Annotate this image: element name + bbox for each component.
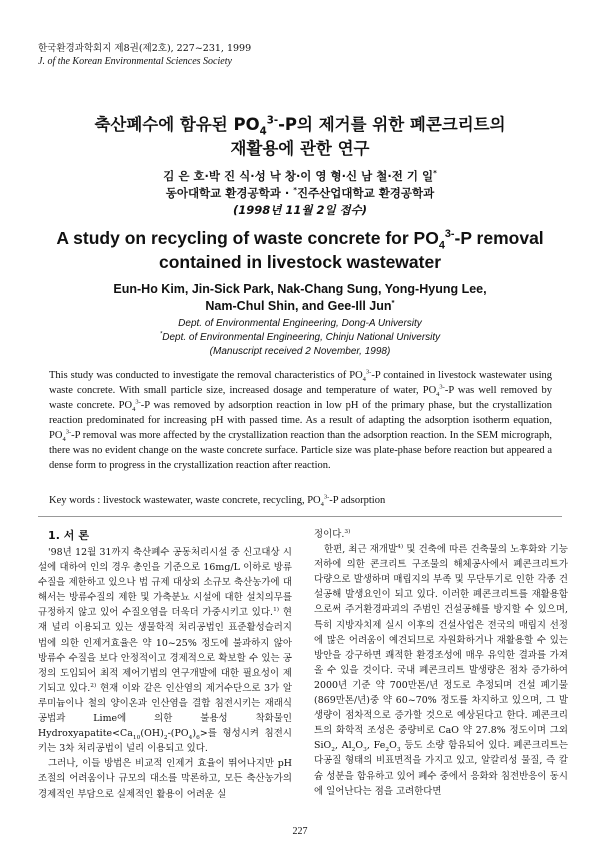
- keywords: Key words : livestock wastewater, waste concrete, recycling, $PO_4^{3-}-P$ adsorption: [49, 493, 386, 509]
- page-number: 227: [292, 826, 308, 837]
- left-column: [38, 527, 292, 802]
- english-authors: Eun-Ho Kim, Jin-Sick Park, Nak-Chang Sung, Yong-Hyung Lee, Nam-Chul Shin, and Gee-Ill Jun*: [113, 282, 487, 313]
- right-column: [314, 527, 568, 799]
- affiliations: Dept. of Environmental Engineering, Dong-A University *Dept. of Environmental Engineering, Chinju National University (Manuscript received 2 November, 1998): [159, 318, 441, 357]
- section-divider: [38, 516, 562, 517]
- paragraph: '98년 12월 31까지 축산폐수 공동처리시설 중 신고대상 시설에 대하여 인의 경우 총인을 기준으로 16mg/L 이하로 방류수질을 제한하고 있으나 법 규제 대상외 소규모 축산농가에 대해서는 방류수질의 제한 및 가축분뇨 시설에 대한 설치의무를 규정하지 않고 있어 수질오염을 더욱더 가중시키고 있다.$^{1)}$ 현재 널리 이용되고 있는 생물학적 처리공법인 표준활성슬러지법에 의한 인제거효율은 약 10~25% 정도에 불과하지 않아 방류수 수질을 보다 안정적이고 경제적으로 확보할 수 있는 공정의 도입되어 최적 제어기법의 연구개발에 대한 필요성이 제기되고 있다.$^{2)}$ 현재 이와 같은 인산염의 제거수단으로 3가 알루미늄이나 철의 양이온과 인산염을 결합 침전시키는 재래식공법과 Lime에 의한 불용성 착화물인 $Hydroxyapatite<Ca_{10}(OH)_2-(PO_4)_6>$를 형성시켜 침전시키는 3차 처리공법이 널리 이용되고 있다.: [38, 547, 293, 755]
- journal-name-en: J. of the Korean Environmental Sciences Society: [38, 56, 232, 67]
- paragraph: 한편, 최근 재개발$^{4)}$ 및 건축에 따른 건축물의 노후화와 기능저하에 의한 콘크리트 구조물의 해체공사에서 폐콘크리트가 다량으로 발생하며 매립지의 부족 및 무단투기로 인한 각종 건설공해 발생요인이 되고 있다. 이러한 폐콘크리트를 재활용함으로써 주거환경파괴의 주범인 건설공해를 방지할 수 있으며, 특히 지방자치제 실시 이후의 건설사업은 전국의 매립지 선정에 많은 어려움이 예견되므로 자원화하거나 재활용할 수 있는 방안을 강구하면 쾌적한 환경조성에 매우 유익한 결과를 가져올 수 있을 것이다. 국내 폐콘크리트 발생량은 점차 증가하여 2000년 기준 약 700만톤/년 정도로 추정되며 건설 폐기물(869만톤/년)중 약 60~70% 정도를 차지하고 있으며, 그 발생량이 점차적으로 증가할 것으로 예상된다고 한다. 폐콘크리트의 화학적 조성은 중량비로 CaO 약 27.8% 정도이며 그외 SiO$_2$, $Al_2O_3$, $Fe_2O_3$ 등도 소량 함유되어 있다. 폐콘크리트는 다공질 형태의 비표면적을 가지고 있고, 알칼리성 물질, 즉 칼슘 성분을 함유하고 있어 폐수 중에서 응화와 침전반응이 동시에 일어난다는 점을 고려한다면: [314, 543, 568, 797]
- paragraph: 그러나, 이들 방법은 비교적 인제거 효율이 뛰어나지만 pH 조절의 어려움이나 규모의 대소를 막론하고, 모든 축산농가의 경제적인 부담으로 실제적인 활용이 어려운 실: [38, 758, 292, 800]
- journal-citation-kr: 한국환경과학회지 제8권(제2호), 227~231, 1999: [38, 43, 252, 54]
- abstract: This study was conducted to investigate the removal characteristics of $PO_4^{3-}-P$ contained in livestock wastewater using waste concrete. With small particle size, increased dosage and temperature of water, $PO_4^{3-}-P$ was well removed by waste concrete. $PO_4^{3-}-P$ was removed by adsorption reaction in low pH of the primary phase, but the crystallization reaction predominated for increasing pH with passed time. As a result of adapting the adsorption isotherm equation, $PO_4^{3-}-P$ removal was more affected by the crystallization reaction than the adsorption reaction. In the SEM micrograph, there was no evident change on the waste concrete surface. Particle size was plate-phase before reaction but appeared a dense form to progress in the crystallization reaction after reaction.: [49, 368, 553, 471]
- journal-header: [38, 42, 251, 68]
- korean-title: 축산폐수에 함유된 $PO_4^{3-}-P$의 제거를 위한 폐콘크리트의 재활용에 관한 연구: [94, 115, 506, 158]
- english-title: A study on recycling of waste concrete for $PO_4^{3-}-P$ removal contained in livestock wastewater: [56, 228, 544, 272]
- paragraph-continued: 정이다.$^{3)}$: [314, 528, 351, 540]
- section-title-introduction: 1. 서 론: [48, 529, 90, 542]
- korean-authors: 김 은 호·박 진 식·성 낙 창·이 영 형·신 남 철·전 기 일* 동아대학교 환경공학과 · *진주산업대학교 환경공학과 (1998년 11월 2일 접수): [163, 168, 437, 217]
